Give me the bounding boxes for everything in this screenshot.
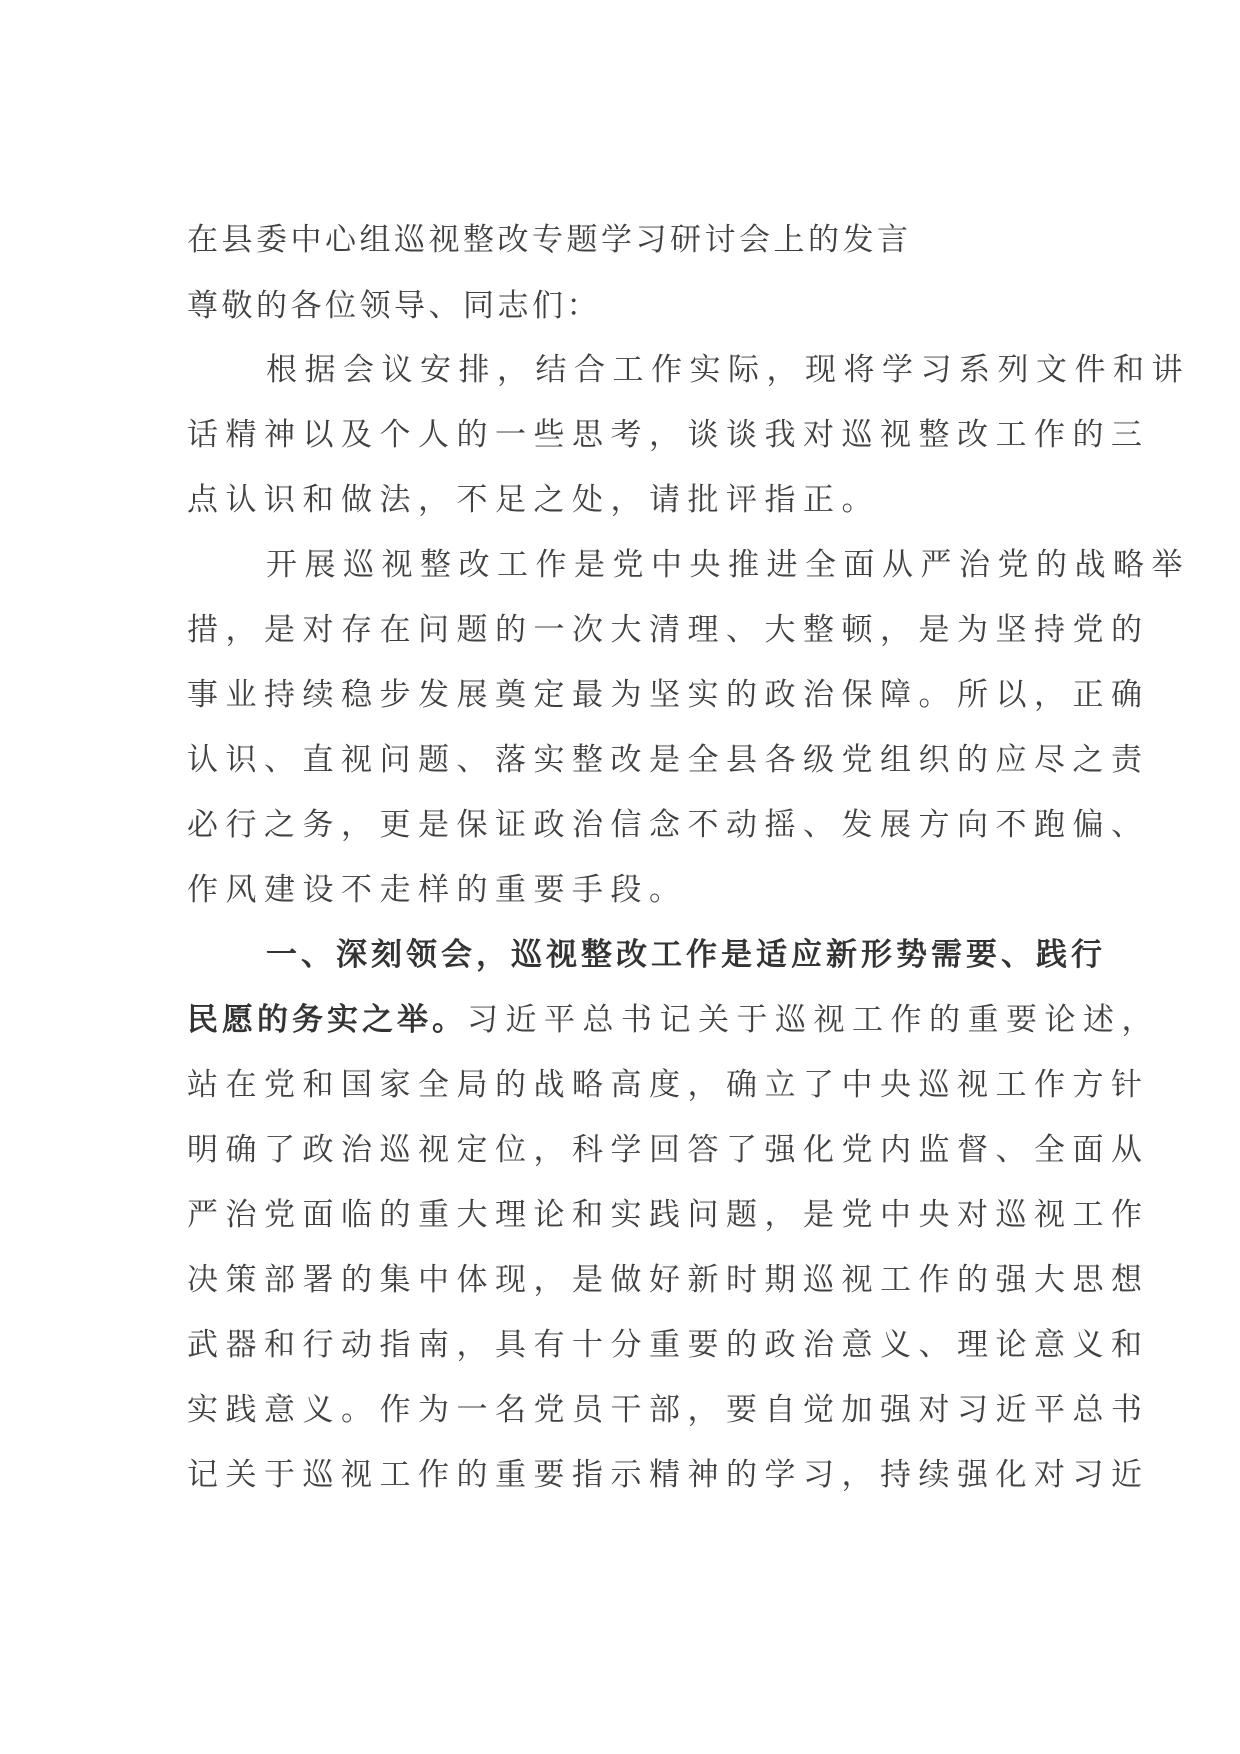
text-line: 严治党面临的重大理论和实践问题，是党中央对巡视工作 — [187, 1197, 1150, 1233]
text-line — [187, 988, 1160, 1053]
text-line: 认识、直视问题、落实整改是全县各级党组织的应尽之责 — [187, 742, 1150, 778]
paragraph-background — [187, 533, 1190, 923]
text-line: 根据会议安排，结合工作实际，现将学习系列文件和讲 — [266, 352, 1190, 388]
text-line: 明确了政治巡视定位，科学回答了强化党内监督、全面从 — [187, 1132, 1150, 1168]
text-line: 作风建设不走样的重要手段。 — [187, 872, 688, 908]
text-line: 事业持续稳步发展奠定最为坚实的政治保障。所以，正确 — [187, 677, 1150, 713]
paragraph-section-one — [187, 923, 1160, 1508]
text-line: 点认识和做法，不足之处，请批评指正。 — [187, 482, 880, 518]
text-line: 站在党和国家全局的战略高度，确立了中央巡视工作方针 — [187, 1067, 1150, 1103]
section-body-start: 习近平总书记关于巡视工作的重要论述， — [467, 1002, 1160, 1038]
text-line: 决策部署的集中体现，是做好新时期巡视工作的强大思想 — [187, 1262, 1150, 1298]
text-line: 措，是对存在问题的一次大清理、大整顿，是为坚持党的 — [187, 612, 1150, 648]
salutation: 尊敬的各位领导、同志们： — [187, 288, 601, 324]
text-line: 实践意义。作为一名党员干部，要自觉加强对习近平总书 — [187, 1392, 1150, 1428]
paragraph-intro — [187, 338, 1190, 533]
document-title: 在县委中心组巡视整改专题学习研讨会上的发言 — [187, 222, 912, 258]
section-heading-end: 民愿的务实之举。 — [187, 1002, 467, 1038]
text-line: 话精神以及个人的一些思考，谈谈我对巡视整改工作的三 — [187, 417, 1150, 453]
text-line: 武器和行动指南，具有十分重要的政治意义、理论意义和 — [187, 1327, 1150, 1363]
text-line: 记关于巡视工作的重要指示精神的学习，持续强化对习近 — [187, 1457, 1150, 1493]
text-line: 必行之务，更是保证政治信念不动摇、发展方向不跑偏、 — [187, 807, 1150, 843]
document-page — [187, 212, 1190, 1508]
section-heading: 一、深刻领会，巡视整改工作是适应新形势需要、践行 — [266, 937, 1106, 973]
text-line: 开展巡视整改工作是党中央推进全面从严治党的战略举 — [266, 547, 1190, 583]
